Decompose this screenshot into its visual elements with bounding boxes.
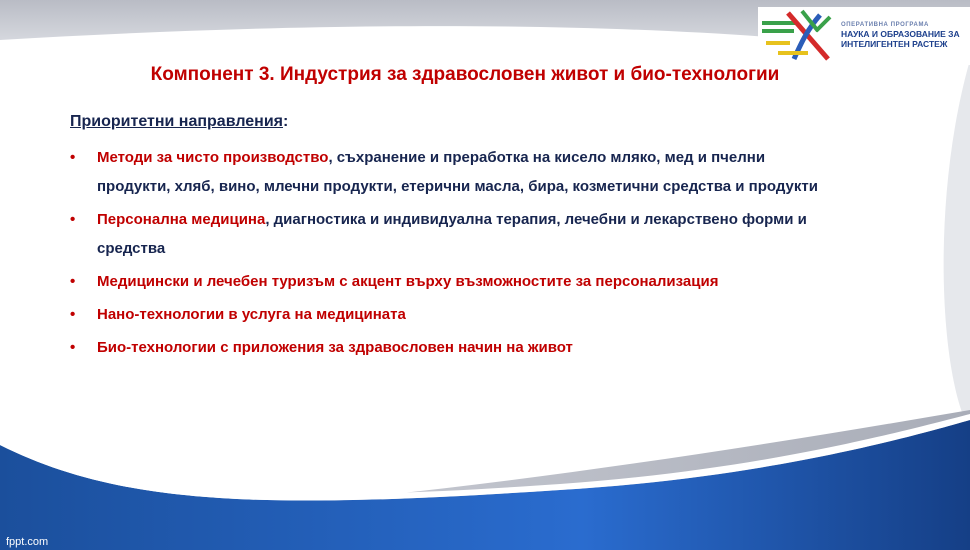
footer-watermark: fppt.com xyxy=(6,536,49,548)
priorities-heading-text: Приоритетни направления xyxy=(70,113,284,130)
priority-highlight: Медицински и лечебен туризъм с акцент върху възможностите за персонализация xyxy=(97,273,719,290)
priority-item xyxy=(70,267,830,296)
program-logo-icon xyxy=(758,7,840,65)
priority-highlight: Методи за чисто производство xyxy=(97,149,329,166)
logo-program-name-line2: ИНТЕЛИГЕНТЕН РАСТЕЖ xyxy=(841,39,948,49)
bullet-icon: • xyxy=(70,149,76,166)
logo-program-label: ОПЕРАТИВНА ПРОГРАМА xyxy=(841,22,929,28)
slide-title: Компонент 3. Индустрия за здравословен живот и био-технологии xyxy=(150,64,780,85)
priority-highlight: Био-технологии с приложения за здравословен начин на живот xyxy=(97,339,573,356)
priority-text: , съхранение и преработка на кисело мляко, мед и пчелни продукти, хляб, вино, млечни продукти, етерични масла, бира, козметични средства и продукти xyxy=(97,149,818,195)
logo-text xyxy=(841,21,969,49)
priority-highlight: Нано-технологии в услуга на медицината xyxy=(97,306,406,323)
bullet-icon: • xyxy=(70,211,76,228)
bullet-icon: • xyxy=(70,339,76,356)
priority-item xyxy=(70,143,830,201)
priority-highlight: Персонална медицина xyxy=(97,211,266,228)
bullet-icon: • xyxy=(70,273,76,290)
bullet-icon: • xyxy=(70,306,76,323)
program-logo xyxy=(758,7,970,65)
priority-item xyxy=(70,300,830,329)
priorities-heading-colon: : xyxy=(283,113,289,130)
priorities-list xyxy=(70,143,830,366)
priority-item xyxy=(70,205,830,263)
priority-text: , диагностика и индивидуална терапия, лечебни и лекарствено форми и средства xyxy=(97,211,807,257)
priority-item xyxy=(70,333,830,362)
priorities-heading xyxy=(70,113,288,131)
logo-program-name-line1: НАУКА И ОБРАЗОВАНИЕ ЗА xyxy=(841,29,960,39)
